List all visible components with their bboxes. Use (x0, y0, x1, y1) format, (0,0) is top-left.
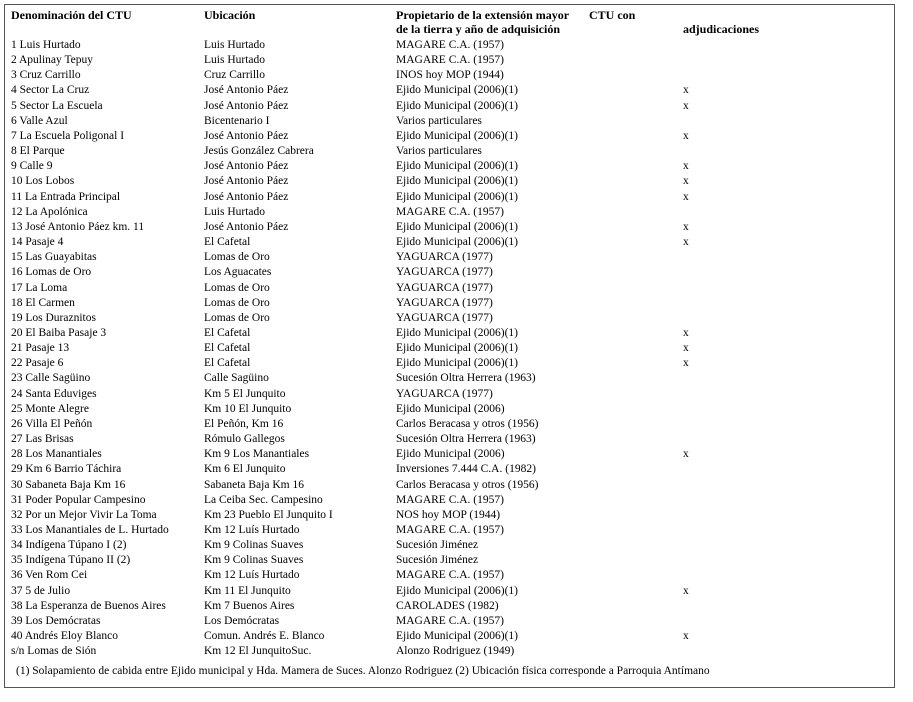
table-row (0, 478, 900, 493)
table-row (0, 281, 900, 296)
cell-ubicacion: Km 23 Pueblo El Junquito I (204, 508, 333, 521)
cell-ubicacion: Los Demócratas (204, 614, 280, 627)
cell-denominacion: 30 Sabaneta Baja Km 16 (11, 478, 126, 491)
cell-denominacion: 17 La Loma (11, 281, 68, 294)
cell-denominacion: 38 La Esperanza de Buenos Aires (11, 599, 166, 612)
cell-propietario: INOS hoy MOP (1944) (396, 69, 504, 82)
cell-denominacion: 19 Los Duraznitos (11, 311, 96, 324)
cell-propietario: MAGARE C.A. (1957) (396, 493, 504, 506)
table-row (0, 250, 900, 265)
table-body (0, 38, 900, 659)
cell-propietario: Inversiones 7.444 C.A. (1982) (396, 463, 536, 476)
cell-denominacion: 18 El Carmen (11, 296, 75, 309)
cell-denominacion: 22 Pasaje 6 (11, 357, 64, 370)
header-adjudicaciones: adjudicaciones (683, 22, 760, 36)
cell-propietario: Varios particulares (396, 114, 482, 127)
cell-ubicacion: Sabaneta Baja Km 16 (204, 478, 304, 491)
cell-propietario: Ejido Municipal (2006)(1) (396, 99, 519, 112)
cell-propietario: Ejido Municipal (2006)(1) (396, 190, 519, 203)
cell-denominacion: 26 Villa El Peñón (11, 417, 93, 430)
table-row (0, 508, 900, 523)
cell-ubicacion: Km 11 El Junquito (204, 584, 291, 597)
cell-ubicacion: El Cafetal (204, 326, 251, 339)
table-row (0, 553, 900, 568)
cell-ubicacion: El Cafetal (204, 357, 251, 370)
cell-adjudicacion: x (683, 190, 689, 203)
table-row (0, 599, 900, 614)
header-ctu-con: CTU con (589, 8, 636, 22)
cell-propietario: NOS hoy MOP (1944) (396, 508, 501, 521)
cell-adjudicacion: x (683, 99, 689, 112)
cell-ubicacion: Km 10 El Junquito (204, 402, 292, 415)
cell-denominacion: 40 Andrés Eloy Blanco (11, 630, 118, 643)
table-row (0, 568, 900, 583)
cell-ubicacion: Luis Hurtado (204, 54, 266, 67)
cell-denominacion: 5 Sector La Escuela (11, 99, 103, 112)
header-ubicacion: Ubicación (204, 8, 256, 22)
cell-propietario: Sucesión Jiménez (396, 554, 479, 567)
cell-ubicacion: Bicentenario I (204, 114, 270, 127)
table-row (0, 493, 900, 508)
cell-ubicacion: La Ceiba Sec. Campesino (204, 493, 323, 506)
cell-denominacion: 27 Las Brisas (11, 433, 74, 446)
cell-denominacion: 15 Las Guayabitas (11, 251, 97, 264)
cell-ubicacion: Rómulo Gallegos (204, 433, 285, 446)
cell-denominacion: 14 Pasaje 4 (11, 236, 64, 249)
cell-ubicacion: Km 5 El Junquito (204, 387, 286, 400)
cell-ubicacion: José Antonio Páez (204, 84, 289, 97)
cell-ubicacion: Lomas de Oro (204, 281, 270, 294)
cell-adjudicacion: x (683, 129, 689, 142)
cell-propietario: YAGUARCA (1977) (396, 281, 493, 294)
table-row (0, 83, 900, 98)
cell-denominacion: 36 Ven Rom Cei (11, 569, 88, 582)
cell-denominacion: 25 Monte Alegre (11, 402, 89, 415)
table-row (0, 99, 900, 114)
table-row (0, 402, 900, 417)
cell-adjudicacion: x (683, 84, 689, 97)
cell-propietario: CAROLADES (1982) (396, 599, 499, 612)
cell-propietario: Ejido Municipal (2006) (396, 448, 505, 461)
cell-denominacion: 8 El Parque (11, 145, 65, 158)
cell-denominacion: 7 La Escuela Poligonal I (11, 129, 125, 142)
cell-ubicacion: Cruz Carrillo (204, 69, 265, 82)
cell-propietario: MAGARE C.A. (1957) (396, 614, 504, 627)
footnote: (1) Solapamiento de cabida entre Ejido municipal y Hda. Mamera de Suces. Alonzo Rodriguez (2) Ubicación física corresponde a Parroquia Antímano (16, 665, 710, 677)
cell-propietario: YAGUARCA (1977) (396, 251, 493, 264)
table-row (0, 326, 900, 341)
cell-ubicacion: José Antonio Páez (204, 129, 289, 142)
table-row (0, 190, 900, 205)
cell-adjudicacion: x (683, 160, 689, 173)
table-row (0, 38, 900, 53)
cell-propietario: Ejido Municipal (2006)(1) (396, 220, 519, 233)
table-row (0, 644, 900, 659)
cell-ubicacion: José Antonio Páez (204, 175, 289, 188)
cell-propietario: Sucesión Oltra Herrera (1963) (396, 372, 536, 385)
cell-ubicacion: Km 7 Buenos Aires (204, 599, 295, 612)
table-row (0, 356, 900, 371)
cell-propietario: Carlos Beracasa y otros (1956) (396, 478, 539, 491)
cell-denominacion: 31 Poder Popular Campesino (11, 493, 146, 506)
table-row (0, 538, 900, 553)
header-propietario-line2: de la tierra y año de adquisición (396, 22, 561, 36)
cell-ubicacion: Km 9 Colinas Suaves (204, 539, 304, 552)
cell-ubicacion: Luis Hurtado (204, 205, 266, 218)
cell-propietario: Ejido Municipal (2006)(1) (396, 175, 519, 188)
table-row (0, 205, 900, 220)
cell-adjudicacion: x (683, 220, 689, 233)
table-row (0, 220, 900, 235)
cell-propietario: Ejido Municipal (2006)(1) (396, 357, 519, 370)
cell-adjudicacion: x (683, 357, 689, 370)
cell-ubicacion: José Antonio Páez (204, 220, 289, 233)
cell-propietario: Sucesión Oltra Herrera (1963) (396, 433, 536, 446)
cell-ubicacion: Jesús González Cabrera (204, 145, 314, 158)
cell-ubicacion: Calle Sagüino (204, 372, 269, 385)
cell-propietario: YAGUARCA (1977) (396, 311, 493, 324)
table-row (0, 462, 900, 477)
table-row (0, 387, 900, 402)
cell-denominacion: 32 Por un Mejor Vivir La Toma (11, 508, 157, 521)
header-denominacion: Denominación del CTU (11, 8, 132, 22)
table-row (0, 523, 900, 538)
table-row (0, 311, 900, 326)
cell-denominacion: 24 Santa Eduviges (11, 387, 97, 400)
cell-denominacion: 28 Los Manantiales (11, 448, 102, 461)
cell-denominacion: 9 Calle 9 (11, 160, 53, 173)
cell-ubicacion: Km 9 Colinas Suaves (204, 554, 304, 567)
cell-denominacion: 2 Apulinay Tepuy (11, 54, 94, 67)
table-row (0, 614, 900, 629)
cell-propietario: Ejido Municipal (2006)(1) (396, 630, 519, 643)
table-row (0, 53, 900, 68)
table-row (0, 417, 900, 432)
cell-propietario: YAGUARCA (1977) (396, 266, 493, 279)
header-propietario-line1: Propietario de la extensión mayor (396, 8, 570, 22)
table-row (0, 174, 900, 189)
cell-propietario: Ejido Municipal (2006)(1) (396, 584, 519, 597)
cell-propietario: YAGUARCA (1977) (396, 387, 493, 400)
cell-propietario: Ejido Municipal (2006)(1) (396, 84, 519, 97)
cell-ubicacion: José Antonio Páez (204, 99, 289, 112)
cell-propietario: Ejido Municipal (2006)(1) (396, 236, 519, 249)
cell-ubicacion: Comun. Andrés E. Blanco (204, 630, 325, 643)
cell-denominacion: 33 Los Manantiales de L. Hurtado (11, 524, 169, 536)
cell-denominacion: 21 Pasaje 13 (11, 342, 70, 355)
cell-adjudicacion: x (683, 236, 689, 249)
cell-propietario: Ejido Municipal (2006) (396, 402, 505, 415)
table-row (0, 68, 900, 83)
cell-denominacion: 12 La Apolónica (11, 205, 88, 218)
cell-denominacion: 39 Los Demócratas (11, 614, 101, 627)
table-row (0, 235, 900, 250)
cell-propietario: Ejido Municipal (2006)(1) (396, 326, 519, 339)
cell-propietario: MAGARE C.A. (1957) (396, 569, 504, 582)
cell-ubicacion: Lomas de Oro (204, 251, 270, 264)
table-row (0, 371, 900, 386)
cell-adjudicacion: x (683, 584, 689, 597)
cell-denominacion: 29 Km 6 Barrio Táchira (11, 463, 122, 476)
cell-ubicacion: Km 6 El Junquito (204, 463, 286, 476)
table-row (0, 129, 900, 144)
cell-adjudicacion: x (683, 175, 689, 188)
cell-ubicacion: José Antonio Páez (204, 160, 289, 173)
cell-denominacion: 6 Valle Azul (11, 114, 68, 127)
cell-propietario: MAGARE C.A. (1957) (396, 205, 504, 218)
cell-propietario: MAGARE C.A. (1957) (396, 524, 504, 536)
cell-denominacion: 4 Sector La Cruz (11, 84, 90, 97)
table-row (0, 432, 900, 447)
cell-denominacion: 11 La Entrada Principal (11, 190, 121, 203)
cell-propietario: Ejido Municipal (2006)(1) (396, 160, 519, 173)
cell-propietario: Sucesión Jiménez (396, 539, 479, 552)
cell-propietario: Varios particulares (396, 145, 482, 158)
cell-propietario: Carlos Beracasa y otros (1956) (396, 417, 539, 430)
cell-adjudicacion: x (683, 342, 689, 355)
cell-ubicacion: Km 12 Luís Hurtado (204, 569, 300, 582)
cell-ubicacion: Lomas de Oro (204, 296, 270, 309)
cell-propietario: Ejido Municipal (2006)(1) (396, 129, 519, 142)
cell-propietario: MAGARE C.A. (1957) (396, 39, 504, 51)
table-row (0, 629, 900, 644)
cell-adjudicacion: x (683, 326, 689, 339)
cell-propietario: Alonzo Rodriguez (1949) (396, 645, 515, 658)
cell-propietario: MAGARE C.A. (1957) (396, 54, 504, 67)
table-row (0, 447, 900, 462)
cell-ubicacion: Luis Hurtado (204, 39, 266, 51)
cell-ubicacion: Km 12 Luís Hurtado (204, 524, 300, 536)
cell-denominacion: 34 Indígena Túpano I (2) (11, 539, 127, 552)
cell-ubicacion: José Antonio Páez (204, 190, 289, 203)
cell-ubicacion: El Cafetal (204, 342, 251, 355)
cell-ubicacion: Los Aguacates (204, 266, 272, 279)
cell-adjudicacion: x (683, 448, 689, 461)
table-row (0, 584, 900, 599)
cell-denominacion: 3 Cruz Carrillo (11, 69, 81, 82)
table-row (0, 296, 900, 311)
table-row (0, 265, 900, 280)
cell-denominacion: s/n Lomas de Sión (11, 645, 97, 658)
cell-propietario: YAGUARCA (1977) (396, 296, 493, 309)
cell-ubicacion: Lomas de Oro (204, 311, 270, 324)
cell-ubicacion: El Cafetal (204, 236, 251, 249)
cell-denominacion: 16 Lomas de Oro (11, 266, 92, 279)
cell-ubicacion: El Peñón, Km 16 (204, 417, 284, 430)
cell-denominacion: 13 José Antonio Páez km. 11 (11, 220, 145, 233)
table-row (0, 159, 900, 174)
cell-denominacion: 1 Luis Hurtado (11, 39, 81, 51)
cell-denominacion: 23 Calle Sagüino (11, 372, 91, 385)
cell-denominacion: 20 El Baiba Pasaje 3 (11, 326, 107, 339)
cell-ubicacion: Km 9 Los Manantiales (204, 448, 310, 461)
cell-denominacion: 10 Los Lobos (11, 175, 75, 188)
cell-denominacion: 35 Indígena Túpano II (2) (11, 554, 131, 567)
cell-ubicacion: Km 12 El JunquitoSuc. (204, 645, 312, 658)
table-row (0, 114, 900, 129)
cell-propietario: Ejido Municipal (2006)(1) (396, 342, 519, 355)
cell-denominacion: 37 5 de Julio (11, 584, 71, 597)
table-row (0, 144, 900, 159)
table-row (0, 341, 900, 356)
cell-adjudicacion: x (683, 630, 689, 643)
